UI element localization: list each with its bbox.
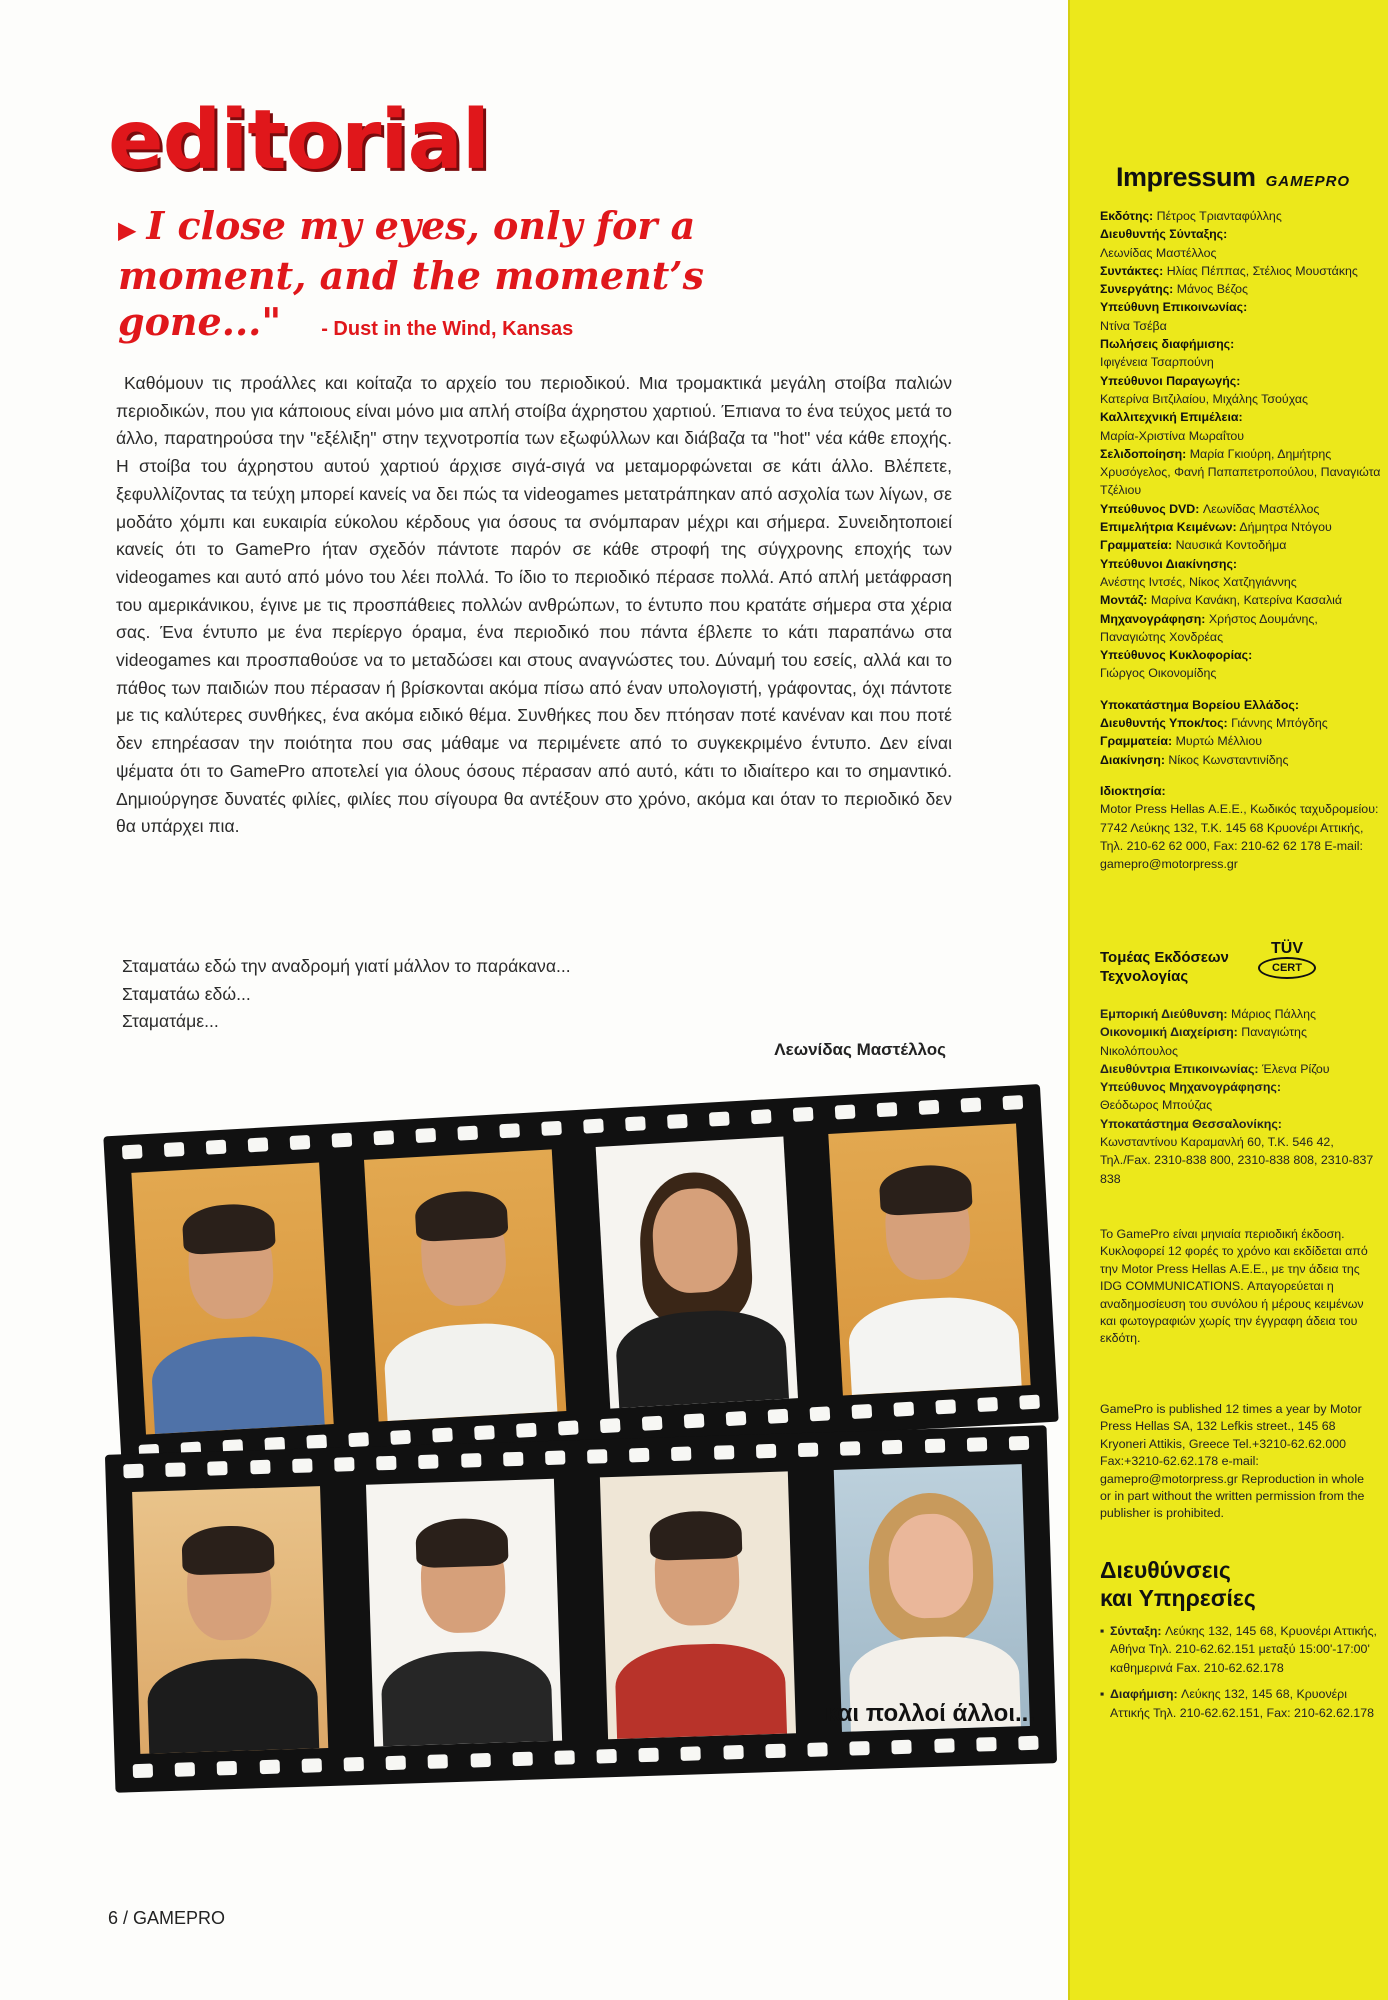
credit-text: Μαρία-Χριστίνα Μωραΐτου <box>1100 428 1245 443</box>
film-hole <box>415 1128 436 1143</box>
film-hole <box>810 1406 831 1421</box>
film-hole <box>849 1741 869 1756</box>
film-hole <box>976 1737 996 1752</box>
film-hole <box>935 1399 956 1414</box>
film-hole <box>751 1109 772 1124</box>
gamepro-logo: GAMEPRO <box>1265 173 1351 190</box>
credit-label: Οικονομική Διαχείριση: <box>1100 1025 1238 1040</box>
film-hole <box>545 1450 565 1465</box>
credit-label: Μοντάζ: <box>1100 593 1148 608</box>
credit-label: Υπεύθυνοι Διακίνησης: <box>1100 556 1238 571</box>
credit-text: Γιώργος Οικονομίδης <box>1100 666 1217 681</box>
credit-text: Κωνσταντίνου Καραμανλή 60, Τ.Κ. 546 42, Τηλ./Fax. 2310-838 800, 2310-838 808, 2310-837 838 <box>1100 1135 1374 1186</box>
credit-label: Υποκατάστημα Βορείου Ελλάδος: <box>1100 697 1299 712</box>
about-english: GamePro is published 12 times a year by Motor Press Hellas SA, 132 Lefkis street., 145 68 Kryoneri Attikis, Greece Tel.+3210-62.62.000 Fax:+3210-62.62.178 e-mail: gamepro@motorpress.gr Reproduction in whole or in part without the written permission from the publisher is prohibited. <box>1100 1402 1365 1521</box>
film-hole <box>877 1102 898 1117</box>
film-hole <box>386 1756 406 1771</box>
film-hole <box>390 1430 411 1445</box>
film-hole <box>512 1752 532 1767</box>
credit-label: Υποκατάστημα Θεσσαλονίκης: <box>1100 1116 1282 1131</box>
film-hole <box>348 1432 369 1447</box>
film-hole <box>583 1119 604 1134</box>
address-text: Λεύκης 132, 145 68, Κρυονέρι Αττικής Τηλ. 210-62.62.151, Fax: 210-62.62.178 <box>1110 1687 1374 1720</box>
quote-text: I close my eyes, only for a moment, and the moment’s gone..." <box>118 203 704 344</box>
film-hole <box>714 1445 734 1460</box>
film-hole <box>332 1133 353 1148</box>
film-strip <box>103 1084 1058 1474</box>
film-hole <box>516 1423 537 1438</box>
photo-caption: και πολλοί άλλοι... <box>825 1700 1035 1727</box>
credit-label: Εκδότης: <box>1100 209 1154 223</box>
film-hole <box>122 1144 143 1159</box>
credit-entry <box>1100 1023 1386 1060</box>
film-hole <box>554 1750 574 1765</box>
credit-entry <box>1100 280 1386 298</box>
staff-photo <box>834 1464 1030 1732</box>
credit-entry <box>1100 335 1386 372</box>
publishing-division <box>1100 948 1229 986</box>
credit-text: Ηλίας Πέππας, Στέλιος Μουστάκης <box>1166 263 1358 278</box>
closing-line: Σταματάω εδώ... <box>122 983 251 1004</box>
film-hole <box>765 1744 785 1759</box>
film-hole <box>807 1742 827 1757</box>
staff-photo <box>596 1136 798 1408</box>
film-hole <box>133 1764 153 1779</box>
credit-label: Διευθυντής Υποκ/τος: <box>1100 716 1228 731</box>
film-hole <box>558 1420 579 1435</box>
film-hole <box>709 1111 730 1126</box>
credit-label: Υπεύθυνος DVD: <box>1100 501 1200 516</box>
division-line: Τομέας Εκδόσεων <box>1100 949 1229 966</box>
impressum-sidebar <box>1068 0 1388 2000</box>
author-signature: Λεωνίδας Μαστέλλος <box>774 1040 946 1059</box>
film-hole <box>934 1738 954 1753</box>
credit-text: Λεωνίδας Μαστέλλος <box>1202 501 1320 516</box>
film-hole <box>596 1749 616 1764</box>
film-hole <box>919 1100 940 1115</box>
film-hole <box>217 1761 237 1776</box>
credit-entry <box>1100 591 1386 609</box>
film-hole <box>474 1425 495 1440</box>
film-hole <box>334 1457 354 1472</box>
pull-quote <box>118 203 878 352</box>
film-hole <box>259 1760 279 1775</box>
address-label: Σύνταξη: <box>1110 1624 1165 1638</box>
credit-text: Έλενα Ρίζου <box>1261 1061 1330 1076</box>
credit-label: Γραμματεία: <box>1100 734 1173 749</box>
credit-text: Ανέστης Ιντσές, Νίκος Χατζηγιάννης <box>1100 574 1297 589</box>
credit-text: Ντίνα Τσέβα <box>1100 318 1167 333</box>
closing-lines <box>122 953 571 1036</box>
triangle-marker-icon: ▶ <box>118 214 137 244</box>
division-line: Τεχνολογίας <box>1100 968 1189 985</box>
film-hole <box>457 1126 478 1141</box>
credit-entry <box>1100 225 1386 262</box>
film-hole <box>667 1114 688 1129</box>
addresses-heading <box>1100 1556 1256 1612</box>
closing-line: Σταματάω εδώ την αναδρομή γιατί μάλλον το παράκανα... <box>122 956 571 976</box>
management-list <box>1100 1005 1386 1188</box>
credit-text: Μυρτώ Μέλλιου <box>1175 734 1263 749</box>
credit-text: Motor Press Hellas Α.Ε.Ε., Κωδικός ταχυδρομείου: 7742 Λεύκης 132, Τ.Κ. 145 68 Κρυονέρι Αττικής, Τηλ. 210-62 62 000, Fax: 210-62 62 178 E-mail: gamepro@motorpress.gr <box>1100 802 1379 872</box>
credit-entry <box>1100 782 1386 873</box>
article-body <box>116 370 952 841</box>
film-hole <box>290 1135 311 1150</box>
credit-entry <box>1100 262 1386 280</box>
film-hole <box>684 1413 705 1428</box>
film-hole <box>503 1452 523 1467</box>
film-hole <box>977 1397 998 1412</box>
impressum-heading <box>1116 162 1350 193</box>
credit-label: Ιδιοκτησία: <box>1100 783 1166 798</box>
address-text: Λεύκης 132, 145 68, Κρυονέρι Αττικής, Αθήνα Τηλ. 210-62.62.151 μεταξύ 15:00'-17:00' καθημερινά Fax. 210-62.62.178 <box>1110 1624 1377 1675</box>
credit-entry <box>1100 751 1386 769</box>
credit-entry <box>1100 1005 1386 1023</box>
credit-text: Μάριος Πάλλης <box>1231 1007 1316 1021</box>
credit-label: Συντάκτες: <box>1100 263 1164 278</box>
credit-text: Κατερίνα Βιτζιλαίου, Μιχάλης Τσούχας <box>1100 391 1309 406</box>
credit-text: Μαρία Γκιούρη, Δημήτρης Χρυσόγελος, Φανή Παπαπετροπούλου, Παναγιώτα Τζέλιου <box>1100 446 1381 498</box>
film-hole <box>587 1449 607 1464</box>
credit-entry <box>1100 518 1386 536</box>
film-hole <box>1002 1095 1023 1110</box>
film-hole <box>642 1416 663 1431</box>
credit-entry <box>1100 610 1386 647</box>
credit-entry <box>1100 1078 1386 1115</box>
address-item <box>1100 1622 1380 1677</box>
film-hole <box>343 1757 363 1772</box>
film-hole <box>723 1745 743 1760</box>
film-hole <box>248 1137 269 1152</box>
tuv-cert-logo <box>1258 940 1316 984</box>
credit-label: Μηχανογράφηση: <box>1100 611 1206 626</box>
film-hole <box>208 1461 228 1476</box>
film-hole <box>461 1453 481 1468</box>
about-greek: Το GamePro είναι μηνιαία περιοδική έκδοση. Κυκλοφορεί 12 φορές το χρόνο και εκδίδεται από την Motor Press Hellas Α.Ε.Ε., με την άδεια της IDG COMMUNICATIONS. Απαγορεύεται η αναδημοσίευση του συνόλου ή μέρους κειμένων και φωτογραφιών χωρίς την έγγραφη άδεια του εκδότη. <box>1100 1227 1368 1346</box>
credit-text: Δήμητρα Ντόγου <box>1239 520 1332 535</box>
film-hole <box>835 1104 856 1119</box>
staff-photo <box>828 1123 1030 1395</box>
credit-text: Λεωνίδας Μαστέλλος <box>1100 245 1217 260</box>
credit-label: Υπεύθυνος Μηχανογράφησης: <box>1100 1080 1281 1095</box>
credit-entry <box>1100 1060 1386 1078</box>
film-hole <box>250 1460 270 1475</box>
credit-entry <box>1100 372 1386 409</box>
credit-entry <box>1100 408 1386 445</box>
quote-attribution: - Dust in the Wind, Kansas <box>321 317 574 340</box>
address-label: Διαφήμιση: <box>1110 1687 1182 1702</box>
addresses-heading-line: και Υπηρεσίες <box>1100 1585 1256 1611</box>
credit-entry <box>1100 646 1386 683</box>
film-hole <box>1009 1436 1029 1451</box>
film-strip <box>105 1425 1057 1792</box>
credit-entry <box>1100 1115 1386 1188</box>
film-hole <box>625 1116 646 1131</box>
film-hole <box>798 1442 818 1457</box>
tuv-logo-text: TÜV <box>1271 940 1303 957</box>
credit-text: Ιφιγένεια Τσαρπούνη <box>1100 355 1214 370</box>
film-hole <box>893 1402 914 1417</box>
film-hole <box>851 1404 872 1419</box>
credit-text: Ναυσικά Κοντοδήμα <box>1175 538 1287 553</box>
film-hole <box>639 1748 659 1763</box>
closing-line: Σταματάμε... <box>122 1011 219 1032</box>
credit-label: Υπεύθυνος Κυκλοφορίας: <box>1100 648 1253 663</box>
film-hole <box>165 1462 185 1477</box>
credit-label: Διακίνηση: <box>1100 752 1165 767</box>
film-hole <box>768 1409 789 1424</box>
credit-entry <box>1100 500 1386 518</box>
credit-entry <box>1100 696 1386 714</box>
film-hole <box>499 1123 520 1138</box>
credit-text: Θεόδωρος Μπούζας <box>1100 1098 1213 1113</box>
credits-list <box>1100 207 1386 873</box>
film-hole <box>892 1740 912 1755</box>
film-hole <box>967 1437 987 1452</box>
credit-label: Διευθύντρια Επικοινωνίας: <box>1100 1061 1259 1076</box>
credit-text: Χρήστος Δουμάνης, Παναγιώτης Χονδρέας <box>1100 611 1318 644</box>
cert-logo-text: CERT <box>1258 957 1316 979</box>
credit-entry <box>1100 732 1386 750</box>
film-hole <box>681 1746 701 1761</box>
staff-photo <box>131 1162 333 1434</box>
credit-entry <box>1100 298 1386 335</box>
credit-entry <box>1100 555 1386 592</box>
credit-label: Σελιδοποίηση: <box>1100 446 1187 461</box>
film-hole <box>373 1130 394 1145</box>
film-hole <box>301 1758 321 1773</box>
address-item <box>1100 1685 1380 1722</box>
addresses-list <box>1100 1622 1380 1730</box>
film-hole <box>726 1411 747 1426</box>
credit-label: Επιμελήτρια Κειμένων: <box>1100 520 1237 535</box>
film-hole <box>470 1753 490 1768</box>
page-folio: 6 / GAMEPRO <box>108 1908 226 1928</box>
film-hole <box>629 1448 649 1463</box>
credit-label: Καλλιτεχνική Επιμέλεια: <box>1100 410 1243 425</box>
film-hole <box>924 1439 944 1454</box>
film-hole <box>175 1762 195 1777</box>
film-hole <box>840 1441 860 1456</box>
credit-entry <box>1100 714 1386 732</box>
credit-entry <box>1100 445 1386 500</box>
addresses-heading-line: Διευθύνσεις <box>1100 1557 1231 1583</box>
film-hole <box>164 1142 185 1157</box>
film-hole <box>206 1140 227 1155</box>
credit-text: Παναγιώτης Νικολόπουλος <box>1100 1025 1307 1058</box>
film-hole <box>292 1458 312 1473</box>
credit-label: Υπεύθυνοι Παραγωγής: <box>1100 373 1241 388</box>
article-paragraph: Καθόμουν τις προάλλες και κοίταζα το αρχείο του περιοδικού. Μια τρομακτικά μεγάλη στοίβα παλιών περιοδικών, που για κάποιους είναι μόνο μια απλή στοίβα άχρηστου χαρτιού. Έπιανα το ένα τεύχος μετά το άλλο, παρατηρούσα την "εξέλιξη" στην τεχνοτροπία των εξωφύλλων και διάβαζα τα "hot" νέα κάθε εποχής. Η στοίβα του άχρηστου αυτού χαρτιού άρχισε σιγά-σιγά να μεταμορφώνεται σε κάτι άλλο. Βλέπετε, ξεφυλλίζοντας τα τεύχη μπορεί κανείς να δει πώς τα videogames μετατράπηκαν από ασχολία των λίγων, σε μοδάτο χόμπι και ευκαιρία εύκολου κέρδους για όσους τα σνόμπαραν μέχρι και σήμερα. Συνειδητοποιεί κανείς ότι το GamePro ήταν σχεδόν πάντοτε παρόν σε κάθε στροφή της σύγχρονης εποχής των videogames και αυτό από μόνο του λέει πολλά. Το ίδιο το περιοδικό πέρασε πολλά. Από απλή μετάφραση του αμερικάνικου, έγινε με τις προσπάθειες πολλών ανθρώπων, το έντυπο που κρατάτε σήμερα στα χέρια σας. Ένα έντυπο με ένα περίεργο όραμα, ένα περιοδικό που πάντα έβλεπε το κάτι παραπάνω στα videogames και προσπαθούσε να το μεταδώσει και στους αναγνώστες του. Δύναμή του εσείς, αλλά και το πάθος των παιδιών που πέρασαν ή βρίσκονται ακόμα πίσω από έναν υπολογιστή, γράφοντας, όχι πάντοτε με τις καλύτερες συνθήκες, ένα ακόμα ειδικό θέμα. Συνθήκες που δεν πτόησαν ποτέ κανέναν και που ποτέ δεν επηρέασαν την ποιότητα που σας μάθαμε να περιμένετε από το συγκεκριμένο έντυπο. Δεν είναι ψέματα ότι το GamePro αποτελεί για όλους όσους πέρασαν από αυτό, κάτι το ιδιαίτερο και το σημαντικό. Δημιούργησε δυνατές φιλίες, φιλίες που σίγουρα θα αντέξουν στο χρόνο, ακόμα και όταν το περιοδικό δεν θα υπάρχει πια. <box>116 373 952 837</box>
film-hole <box>418 1454 438 1469</box>
credit-entry <box>1100 207 1386 225</box>
film-hole <box>882 1440 902 1455</box>
film-hole <box>428 1754 448 1769</box>
impressum-title: Impressum <box>1116 162 1256 192</box>
photo-frames <box>131 1123 1030 1434</box>
film-hole <box>432 1427 453 1442</box>
credit-label: Γραμματεία: <box>1100 538 1173 553</box>
credit-label: Διευθυντής Σύνταξης: <box>1100 227 1228 242</box>
credit-text: Πέτρος Τριανταφύλλης <box>1156 209 1282 223</box>
credit-text: Γιάννης Μπόγδης <box>1231 716 1328 731</box>
credit-entry <box>1100 536 1386 554</box>
film-hole <box>1018 1736 1038 1751</box>
film-hole <box>541 1121 562 1136</box>
film-hole <box>671 1446 691 1461</box>
film-hole <box>600 1418 621 1433</box>
credit-label: Εμπορική Διεύθυνση: <box>1100 1007 1228 1021</box>
credit-text: Μάνος Βέζος <box>1176 282 1248 297</box>
film-hole <box>793 1107 814 1122</box>
credit-label: Υπεύθυνη Επικοινωνίας: <box>1100 300 1248 315</box>
film-hole <box>961 1097 982 1112</box>
credit-label: Συνεργάτης: <box>1100 282 1174 297</box>
film-hole <box>376 1456 396 1471</box>
film-hole <box>123 1464 143 1479</box>
credit-text: Μαρίνα Κανάκη, Κατερίνα Κασαλιά <box>1150 593 1343 608</box>
film-hole <box>756 1444 776 1459</box>
film-hole <box>1019 1395 1040 1410</box>
staff-photo <box>364 1149 566 1421</box>
credit-text: Νίκος Κωνσταντινίδης <box>1168 752 1289 767</box>
page-title: editorial <box>108 93 489 188</box>
credit-label: Πωλήσεις διαφήμισης: <box>1100 337 1235 352</box>
